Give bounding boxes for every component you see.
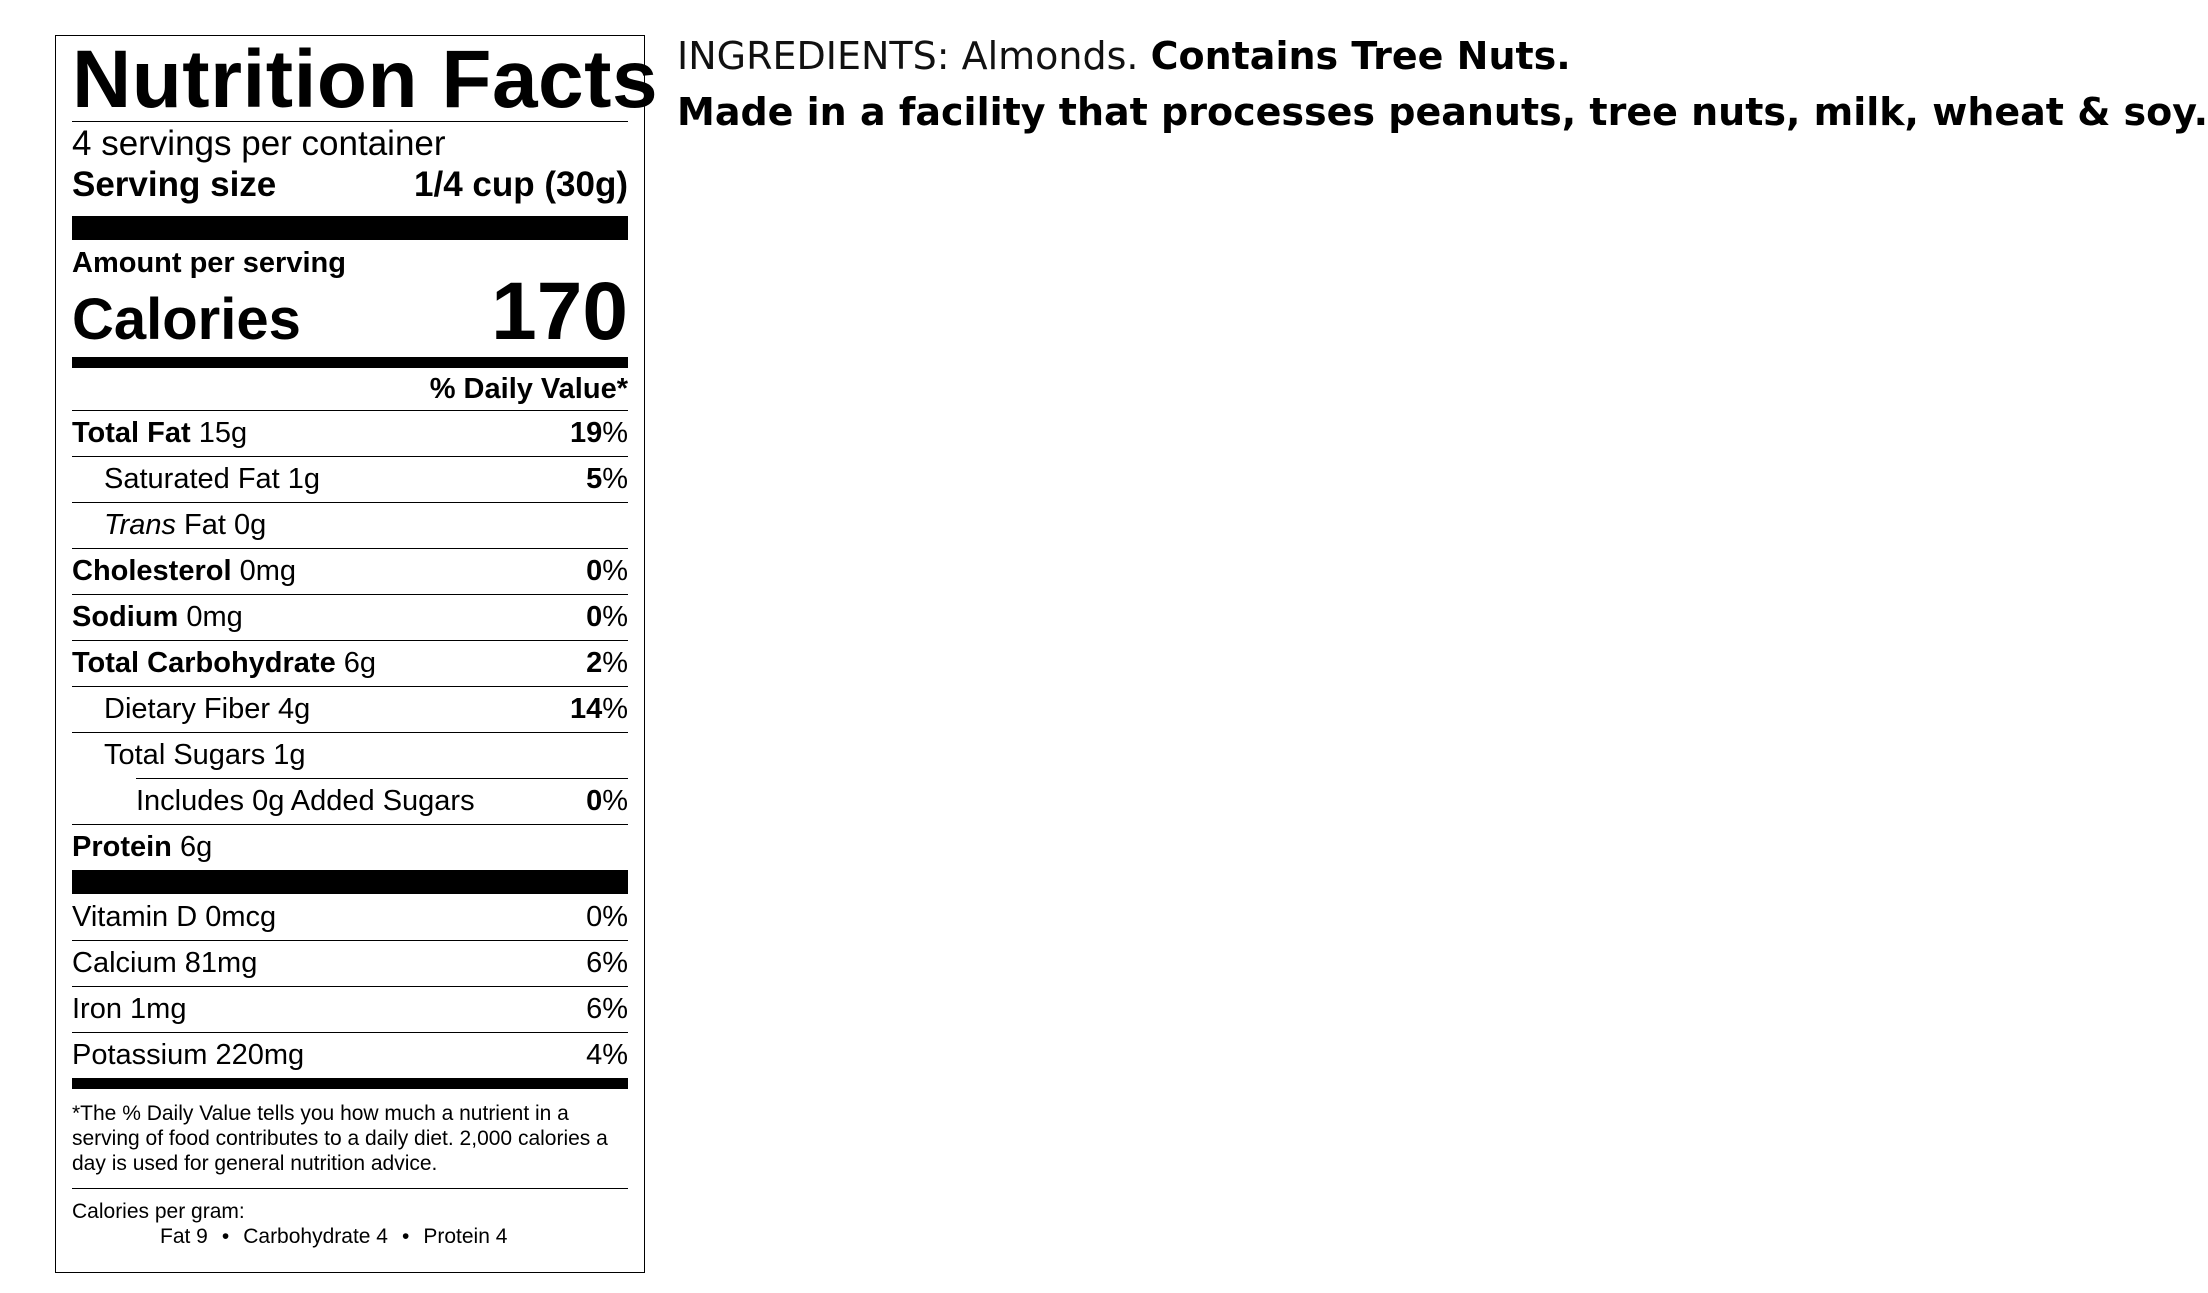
nutrient-amount: 15g (190, 417, 248, 449)
nutrient-name: Trans (104, 509, 176, 541)
nutrient-row-cholesterol (72, 548, 628, 594)
calories-per-gram-label: Calories per gram: (72, 1200, 245, 1223)
vitamin-dv: 4% (586, 1039, 628, 1071)
nutrient-dv: 5 (586, 463, 603, 495)
nutrient-amount: Includes 0g Added Sugars (136, 785, 475, 817)
daily-value-header: % Daily Value* (429, 373, 628, 405)
percent-sign: % (602, 647, 628, 679)
ingredients-list: INGREDIENTS: Almonds. (677, 34, 1151, 78)
nutrition-facts-label (55, 34, 659, 1273)
cpg-fat: Fat 9 (160, 1225, 208, 1248)
nutrient-amount: Saturated Fat 1g (104, 463, 321, 495)
cpg-protein: Protein 4 (423, 1225, 508, 1248)
ingredients-line (677, 28, 2208, 84)
nutrient-row-protein (72, 824, 628, 870)
nutrient-name: Cholesterol (72, 555, 232, 587)
nutrient-row-total-carbohydrate (72, 640, 628, 686)
facility-statement: Made in a facility that processes peanuts, tree nuts, milk, wheat & soy. (677, 90, 2208, 134)
percent-sign: % (602, 693, 628, 725)
calories-label: Calories (72, 287, 301, 352)
serving-size-label: Serving size (72, 165, 277, 204)
ingredients-statement (677, 28, 2208, 140)
allergen-contains: Contains Tree Nuts. (1150, 34, 1571, 78)
calories-row (72, 266, 628, 357)
vitamin-row-calcium (72, 940, 628, 986)
nutrient-amount: Fat 0g (175, 509, 267, 541)
nutrient-name: Total Carbohydrate (72, 647, 336, 679)
vitamin-row-iron (72, 986, 628, 1032)
vitamin-name: Iron 1mg (72, 993, 187, 1025)
servings-per-container: 4 servings per container (72, 124, 446, 163)
calories-value: 170 (491, 266, 628, 357)
nutrient-row-sodium (72, 594, 628, 640)
amount-per-serving: Amount per serving (72, 247, 346, 279)
vitamin-dv: 0% (586, 900, 628, 933)
nutrient-row-trans-fat (72, 502, 628, 548)
nutrient-amount: 0mg (231, 555, 297, 587)
nutrient-row-saturated-fat (72, 456, 628, 502)
percent-sign: % (602, 601, 628, 633)
vitamin-name: Vitamin D 0mcg (72, 900, 277, 933)
vitamin-row-potassium (72, 1032, 628, 1078)
thick-divider (72, 216, 628, 240)
percent-sign: % (602, 417, 628, 449)
bullet-separator: • (221, 1225, 230, 1248)
nutrient-amount: 0mg (178, 601, 243, 633)
serving-size-value: 1/4 cup (30g) (414, 165, 628, 204)
calories-per-gram-values (72, 1224, 628, 1249)
medium-divider (72, 1078, 628, 1089)
nutrient-row-dietary-fiber (72, 686, 628, 732)
nutrient-dv: 2 (586, 647, 603, 679)
vitamin-name: Potassium 220mg (72, 1039, 305, 1071)
calories-per-gram (72, 1189, 628, 1249)
nutrient-amount: Dietary Fiber 4g (104, 693, 311, 725)
nutrient-row-total-sugars (72, 732, 628, 778)
nutrient-dv: 14 (569, 693, 603, 725)
thick-divider (72, 870, 628, 894)
nutrient-dv: 19 (569, 417, 603, 449)
percent-sign: % (602, 785, 628, 817)
vitamin-name: Calcium 81mg (72, 947, 258, 979)
nutrient-name: Sodium (72, 601, 179, 633)
medium-divider (72, 357, 628, 368)
label-title: Nutrition Facts (72, 34, 659, 125)
nutrient-amount: 6g (171, 831, 213, 863)
percent-sign: % (602, 463, 628, 495)
serving-size-row (72, 164, 628, 206)
vitamin-dv: 6% (586, 993, 628, 1025)
nutrient-name: Protein (72, 831, 172, 863)
nutrient-dv: 0 (586, 555, 603, 587)
percent-sign: % (602, 555, 628, 587)
nutrient-dv: 0 (586, 601, 603, 633)
nutrient-dv: 0 (586, 785, 603, 817)
bullet-separator: • (401, 1225, 410, 1248)
nutrient-row-total-fat (72, 410, 628, 456)
vitamin-row-vitamin-d (72, 894, 628, 940)
vitamin-dv: 6% (586, 947, 628, 979)
nutrient-amount: Total Sugars 1g (104, 739, 306, 771)
daily-value-footnote: *The % Daily Value tells you how much a nutrient in a serving of food contributes to a daily diet. 2,000 calories a day is used for general nutrition advice. (72, 1102, 608, 1175)
cpg-carbohydrate: Carbohydrate 4 (243, 1225, 388, 1248)
nutrient-name: Total Fat (72, 417, 191, 449)
nutrient-row-added-sugars (136, 778, 628, 824)
nutrient-amount: 6g (335, 647, 377, 679)
